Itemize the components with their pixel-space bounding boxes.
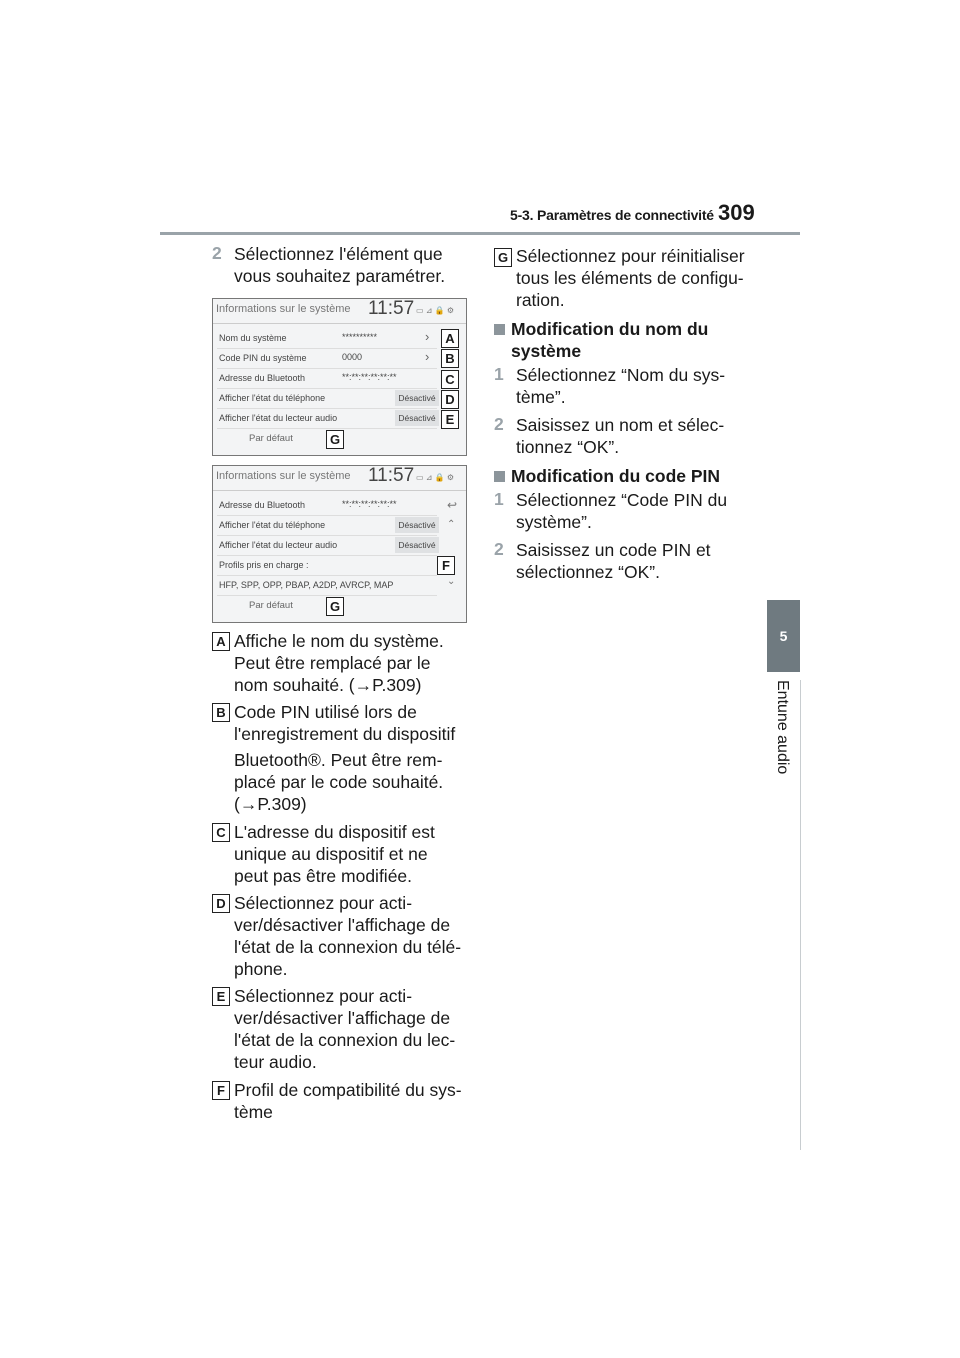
chapter-tab: 5 [767,600,800,672]
step-text: Saisissez un code PIN et sélectionnez “OK”. [516,540,711,582]
step-number: 1 [494,364,504,384]
legend-text-d: Sélectionnez pour acti- ver/désactiver l'affichage de l'état de la connexion du télé- phone. [234,893,462,979]
screen-title: Informations sur le système [216,303,351,315]
toggle-button[interactable]: Désactivé [395,410,439,426]
legend-tag-c: C [212,823,230,842]
step-text: Sélectionnez “Nom du sys- tème”. [516,365,726,407]
callout-g: G [326,430,344,449]
legend-text-e: Sélectionnez pour acti- ver/désactiver l'affichage de l'état de la connexion du lec- teur audio. [234,986,456,1072]
header-rule [160,232,800,235]
callout-e: E [441,410,459,429]
toggle-button[interactable]: Désactivé [395,517,439,533]
chevron-right-icon: › [425,329,430,344]
status-icons: ▭ ⊿ 🔒 ⚙ [416,306,455,315]
step-number: 1 [494,489,504,509]
step-text: Saisissez un nom et sélec- tionnez “OK”. [516,415,725,457]
chapter-label: Entune audio [774,680,791,775]
default-button[interactable]: Par défaut [249,600,293,611]
legend-text-g: Sélectionnez pour réinitialiser tous les éléments de configu- ration. [516,246,745,310]
legend-text-b: Code PIN utilisé lors de l'enregistrement du dispositif Bluetooth®. Peut être rem- placé par le code souhaité. (→P.309) [234,702,456,814]
row-system-pin[interactable]: Code PIN du système 0000 › [217,348,437,369]
screen-clock: 11:57 [368,465,415,486]
callout-g: G [326,597,344,616]
toggle-button[interactable]: Désactivé [395,390,439,406]
row-profiles: Profils pris en charge : [217,555,437,576]
callout-c: C [441,370,459,389]
section-bullet [494,471,505,482]
legend-tag-d: D [212,894,230,913]
page-number: 309 [718,200,755,225]
row-audio-status[interactable]: Afficher l'état du lecteur audio Désactivé [217,535,437,556]
row-bluetooth-address: Adresse du Bluetooth **:**:**:**:**:** [217,495,437,516]
callout-d: D [441,390,459,409]
row-audio-status[interactable]: Afficher l'état du lecteur audio Désactivé [217,408,437,429]
screen-title: Informations sur le système [216,470,351,482]
default-button[interactable]: Par défaut [249,433,293,444]
section-heading-name: Modification du nom du système [511,319,709,361]
section-heading-pin: Modification du code PIN [511,466,721,486]
callout-f: F [437,556,455,575]
legend-tag-e: E [212,987,230,1006]
legend-tag-g: G [494,248,512,267]
section-bullet [494,324,505,335]
row-bluetooth-address: Adresse du Bluetooth **:**:**:**:**:** [217,368,437,389]
back-icon[interactable]: ↩ [447,498,458,512]
screen-system-info-1 [212,298,467,456]
row-phone-status[interactable]: Afficher l'état du téléphone Désactivé [217,388,437,409]
legend-text-f: Profil de compatibilité du sys- tème [234,1080,462,1122]
legend-tag-b: B [212,703,230,722]
step-number: 2 [494,414,504,434]
status-icons: ▭ ⊿ 🔒 ⚙ [416,473,455,482]
step-number: 2 [494,539,504,559]
step-number: 2 [212,243,222,263]
legend-tag-f: F [212,1081,230,1100]
section-title: 5-3. Paramètres de connectivité [510,207,714,223]
callout-b: B [441,349,459,368]
screen-clock: 11:57 [368,298,415,319]
step-text: Sélectionnez “Code PIN du système”. [516,490,728,532]
row-phone-status[interactable]: Afficher l'état du téléphone Désactivé [217,515,437,536]
scroll-down-icon[interactable]: ⌄ [447,576,456,587]
scroll-up-icon[interactable]: ⌃ [447,519,456,530]
row-system-name[interactable]: Nom du système ********** › [217,328,437,349]
row-profiles-list: HFP, SPP, OPP, PBAP, A2DP, AVRCP, MAP [217,575,437,596]
toggle-button[interactable]: Désactivé [395,537,439,553]
callout-a: A [441,329,459,348]
legend-tag-a: A [212,632,230,651]
screen-system-info-2 [212,465,467,623]
legend-text-c: L'adresse du dispositif est unique au dispositif et ne peut pas être modifiée. [234,822,435,886]
legend-text-a: Affiche le nom du système. Peut être remplacé par le nom souhaité. (→P.309) [234,631,444,695]
chevron-right-icon: › [425,349,430,364]
step-text: Sélectionnez l'élément que vous souhaitez paramétrer. [234,244,446,286]
side-rule [800,680,801,1150]
